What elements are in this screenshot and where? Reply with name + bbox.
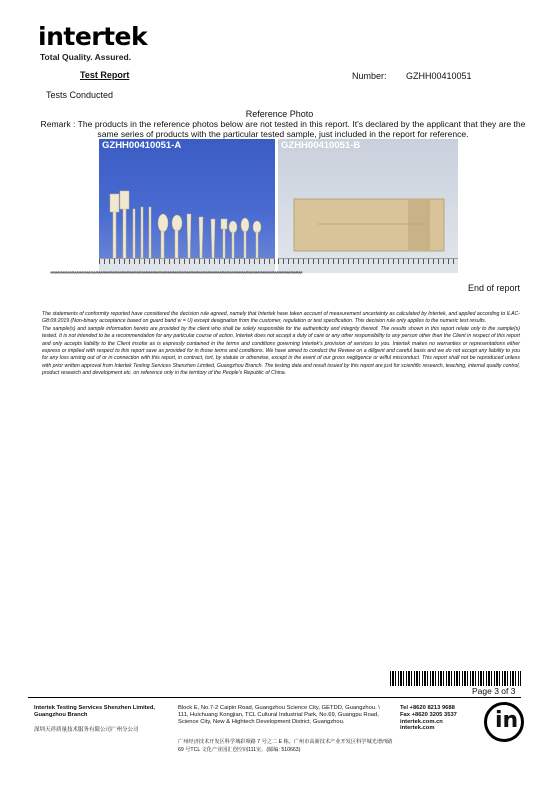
disclaimer-paragraph: The statements of conformity reported have considered the decision rule agreed, namely that Intertek have taken account of measurement uncertainty as calculated by Intertek, and applied according to ILAC-G8:09:2019 (Non-binary acceptance based on guard band w = U) except designation from the customer, regulation or test specification. This decision rule only applies to the numeric test results. [42, 311, 520, 325]
intertek-logo: intertek [38, 22, 148, 51]
footer-web: intertek.com.cn [400, 718, 443, 725]
report-title: Test Report [80, 70, 130, 80]
footer-company-cn: 深圳天祥质量技术服务有限公司广州分公司 [34, 727, 139, 733]
reference-photo-heading: Reference Photo [245, 109, 314, 119]
page-number: Page 3 of 3 [472, 686, 516, 696]
tests-conducted-heading: Tests Conducted [46, 90, 114, 100]
end-of-report: End of report [468, 283, 521, 293]
report-number: GZHH00410051 [406, 71, 472, 81]
footer-contacts [400, 705, 482, 732]
intertek-in-logo-icon: in [484, 702, 524, 742]
photo-a-label: GZHH00410051-A [102, 140, 182, 151]
footer-fax: Fax +8620 3205 3537 [400, 711, 457, 718]
separator-stars: ************************************************************************************************************************************************** [50, 271, 302, 278]
footer-web2: intertek.com [400, 725, 435, 732]
wrapped-cutlery-image [278, 139, 458, 273]
tagline: Total Quality. Assured. [40, 52, 131, 62]
remark-text: Remark : The products in the reference photos below are not tested in this report. It's declared by the applicant that they are the same series of products with the particular tested sample, just included in the report for reference. [40, 119, 526, 139]
number-label: Number: [352, 71, 387, 81]
cutlery-image [99, 139, 275, 273]
photo-b-label: GZHH00410051-B [281, 140, 361, 151]
disclaimer-paragraph: The sample(s) and sample information hereto are provided by the client who shall be solely responsible for the authenticity and integrity thereof. The results shown in this report relate only to the sample(s) tested. It is not intended to be a recommendation for any particular course of action. Intertek does not accept a duty of care or any other responsibility to any person other than the Client in respect of this report and only accepts liability to the Client insofar as is expressly contained in the terms and conditions governing Intertek's provision of services to you. Intertek makes no warranties or representations either express or implied with respect to this report save as provided for in those terms and conditions. We have aimed to conduct the Review on a diligent and careful basis and we do not accept any liability to you for any loss arising out of or in connection with this report, in contract, tort, by statute or otherwise, except in the event of our gross negligence or wilful misconduct. This report shall not be reproduced unless with prior written approval from Intertek Testing Services Shenzhen Limited, Guangzhou Branch. The testing data and result issued by this report are just for scientific research, teaching, internal quality control, product research and development etc. on reference only in the territory of the People's Republic of China. [42, 325, 520, 377]
footer-tel: Tel +8620 8213 9688 [400, 705, 455, 711]
disclaimer-text [42, 311, 520, 378]
footer-company: Intertek Testing Services Shenzhen Limited, Guangzhou Branch [34, 705, 156, 718]
footer-address-cn: 广州经济技术开发区科学城彩频路 7 号之二 E 栋。广州市高新技术产业开发区科学城光谱西路 69 号TCL 文化产业园汇创空间111室。(邮编: 510663) [178, 739, 393, 753]
footer-address: Block E, No.7-2 Caipin Road, Guangzhou Science City, GETDD, Guangzhou. \ 111, Huichuang Kongjian, TCL Cultural Industrial Park, No.69, Guangpu Road, Science City, New & Hightech Development District, Guangzhou. [178, 705, 380, 725]
photo-a [99, 139, 275, 273]
footer-divider [28, 697, 521, 698]
barcode [390, 671, 521, 686]
photo-b [278, 139, 458, 273]
